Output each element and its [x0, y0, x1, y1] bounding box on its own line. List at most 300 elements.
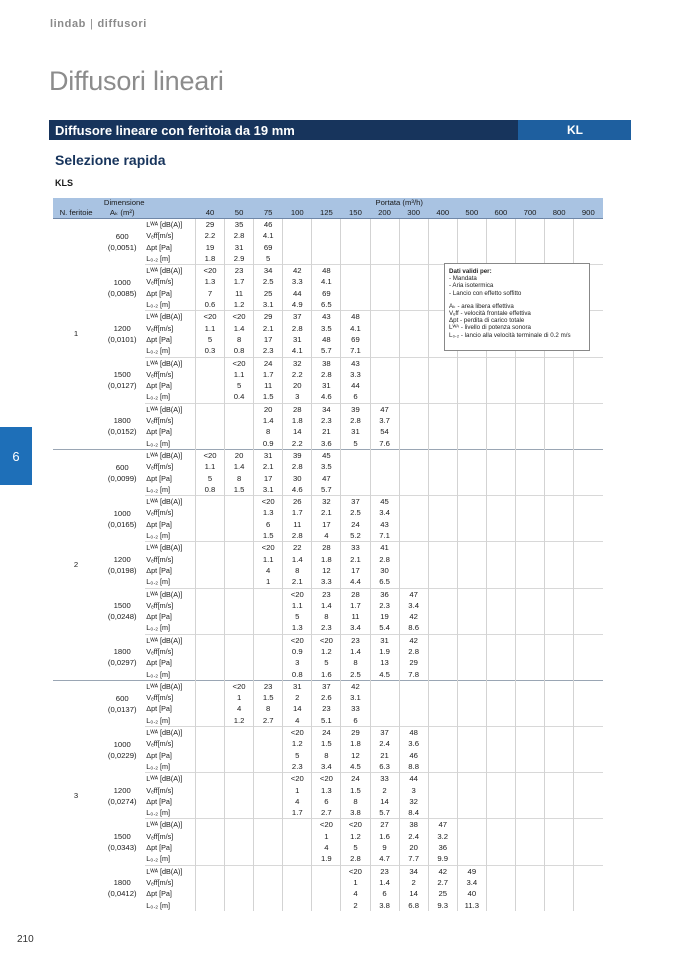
- data-cell: [370, 449, 399, 461]
- data-cell: [574, 634, 603, 646]
- data-cell: [486, 853, 515, 865]
- legend-title: Dati validi per:: [449, 268, 492, 275]
- data-cell: 2.3: [283, 761, 312, 773]
- data-cell: [574, 807, 603, 819]
- area-value: (0,0137): [107, 704, 137, 714]
- data-cell: 25: [254, 288, 283, 299]
- param-label: Lᵂᴬ [dB(A)]: [145, 496, 195, 508]
- data-cell: [399, 357, 428, 369]
- data-cell: 11: [254, 380, 283, 391]
- data-cell: [457, 588, 486, 600]
- data-cell: [545, 738, 574, 749]
- data-cell: [399, 449, 428, 461]
- area-value: (0,0101): [107, 334, 137, 344]
- data-cell: [574, 692, 603, 703]
- data-cell: 42: [341, 680, 370, 692]
- data-cell: 12: [312, 565, 341, 576]
- data-cell: 0.4: [225, 391, 254, 403]
- data-cell: [225, 785, 254, 796]
- data-cell: [399, 345, 428, 357]
- data-cell: [254, 611, 283, 622]
- data-cell: [515, 853, 544, 865]
- model-label: KLS: [55, 178, 73, 188]
- length-value: 1500: [113, 832, 131, 842]
- data-cell: 31: [341, 426, 370, 437]
- data-cell: 7.1: [370, 530, 399, 542]
- data-cell: [515, 473, 544, 484]
- data-cell: [486, 703, 515, 714]
- data-cell: [370, 484, 399, 496]
- data-cell: 1.8: [341, 738, 370, 749]
- area-value: (0,0229): [107, 750, 137, 760]
- data-cell: [428, 380, 457, 391]
- data-cell: [428, 576, 457, 588]
- data-cell: [283, 865, 312, 877]
- area-value: (0,0297): [107, 658, 137, 668]
- data-cell: [428, 703, 457, 714]
- data-cell: <20: [283, 727, 312, 739]
- length-value: 1000: [113, 508, 131, 518]
- data-cell: [574, 669, 603, 681]
- data-cell: [486, 391, 515, 403]
- data-cell: [254, 877, 283, 888]
- param-label: Δpt [Pa]: [146, 381, 172, 391]
- data-cell: [486, 646, 515, 657]
- area-value: (0,0248): [107, 612, 137, 622]
- data-cell: [486, 438, 515, 450]
- data-cell: [341, 288, 370, 299]
- data-cell: [486, 473, 515, 484]
- data-cell: [457, 507, 486, 518]
- data-cell: 1.4: [341, 646, 370, 657]
- dimension-cell: [99, 542, 145, 588]
- param-label: L₀.₂ [m]: [146, 346, 171, 356]
- data-cell: 28: [283, 403, 312, 415]
- data-cell: 4: [341, 888, 370, 899]
- data-cell: [457, 369, 486, 380]
- data-cell: [457, 761, 486, 773]
- data-cell: 3: [283, 657, 312, 668]
- data-cell: 47: [370, 403, 399, 415]
- data-cell: [195, 507, 224, 518]
- param-label: Δpt [Pa]: [146, 612, 172, 622]
- data-cell: [515, 622, 544, 634]
- param-label: Vₑff[m/s]: [146, 323, 174, 333]
- data-cell: 44: [341, 380, 370, 391]
- legend-condition: - Aria isotermica: [449, 282, 494, 290]
- data-cell: [486, 761, 515, 773]
- data-cell: [428, 403, 457, 415]
- data-cell: 48: [312, 334, 341, 345]
- data-cell: [225, 554, 254, 565]
- data-cell: [545, 831, 574, 842]
- table-row: [53, 449, 603, 461]
- data-cell: [283, 253, 312, 265]
- section-name: diffusori: [97, 18, 147, 30]
- data-cell: 0.6: [195, 299, 224, 311]
- data-cell: 1: [225, 692, 254, 703]
- data-cell: 6: [254, 519, 283, 530]
- data-cell: [574, 888, 603, 899]
- data-cell: 3: [283, 391, 312, 403]
- data-cell: 8.4: [399, 807, 428, 819]
- data-cell: [341, 242, 370, 253]
- data-cell: 30: [283, 473, 312, 484]
- data-cell: [457, 576, 486, 588]
- table-row: [53, 773, 603, 785]
- data-cell: [545, 819, 574, 831]
- data-cell: [457, 219, 486, 231]
- data-cell: 47: [399, 588, 428, 600]
- data-cell: [545, 692, 574, 703]
- data-cell: [370, 323, 399, 334]
- data-cell: [545, 519, 574, 530]
- data-cell: 23: [312, 588, 341, 600]
- data-cell: [225, 669, 254, 681]
- data-cell: [515, 796, 544, 807]
- data-cell: <20: [254, 496, 283, 508]
- data-cell: [399, 219, 428, 231]
- data-cell: [457, 646, 486, 657]
- data-cell: 14: [283, 426, 312, 437]
- data-cell: [428, 369, 457, 380]
- param-label: L₀.₂ [m]: [146, 531, 171, 541]
- data-cell: 0.8: [225, 345, 254, 357]
- data-cell: [457, 669, 486, 681]
- data-cell: [195, 426, 224, 437]
- data-cell: [515, 634, 544, 646]
- data-cell: [515, 415, 544, 426]
- data-cell: [574, 646, 603, 657]
- data-cell: 1.1: [283, 600, 312, 611]
- data-cell: [486, 449, 515, 461]
- param-label: Lᵂᴬ [dB(A)]: [145, 727, 195, 739]
- data-cell: 6.5: [370, 576, 399, 588]
- data-cell: 7.1: [341, 345, 370, 357]
- data-cell: [370, 473, 399, 484]
- data-cell: 4: [283, 796, 312, 807]
- data-cell: 34: [312, 403, 341, 415]
- data-cell: [370, 276, 399, 287]
- data-cell: [283, 900, 312, 911]
- data-cell: [545, 507, 574, 518]
- data-cell: 2.1: [254, 323, 283, 334]
- data-cell: [545, 715, 574, 727]
- data-cell: <20: [195, 311, 224, 323]
- data-cell: 4.4: [341, 576, 370, 588]
- data-cell: [225, 807, 254, 819]
- data-cell: [574, 600, 603, 611]
- data-cell: [225, 888, 254, 899]
- data-cell: 3.6: [399, 738, 428, 749]
- data-cell: [428, 484, 457, 496]
- legend-definition: Lᵂᴬ - livello di potenza sonora: [449, 324, 531, 332]
- data-cell: [370, 692, 399, 703]
- data-cell: [428, 738, 457, 749]
- data-cell: 1.5: [254, 530, 283, 542]
- data-cell: 2.2: [195, 230, 224, 241]
- data-cell: [195, 773, 224, 785]
- data-cell: [486, 738, 515, 749]
- flow-col-header: 75: [254, 208, 283, 219]
- data-cell: [515, 461, 544, 472]
- data-cell: 1.2: [225, 299, 254, 311]
- data-cell: 44: [399, 773, 428, 785]
- data-cell: 2.5: [254, 276, 283, 287]
- data-cell: [545, 657, 574, 668]
- data-cell: [341, 230, 370, 241]
- param-label: Lᵂᴬ [dB(A)]: [145, 588, 195, 600]
- data-cell: 0.3: [195, 345, 224, 357]
- data-cell: 3.3: [341, 369, 370, 380]
- data-cell: [574, 449, 603, 461]
- data-cell: 37: [312, 680, 341, 692]
- param-label: Δpt [Pa]: [146, 427, 172, 437]
- data-cell: [486, 369, 515, 380]
- data-cell: [399, 680, 428, 692]
- data-cell: [545, 727, 574, 739]
- data-cell: 3.3: [283, 276, 312, 287]
- data-cell: [486, 877, 515, 888]
- data-cell: [486, 715, 515, 727]
- data-cell: 31: [312, 380, 341, 391]
- table-row: [53, 219, 603, 231]
- data-cell: [428, 542, 457, 554]
- data-cell: [545, 380, 574, 391]
- data-cell: [457, 819, 486, 831]
- length-value: 1500: [113, 370, 131, 380]
- param-label: Lᵂᴬ [dB(A)]: [145, 773, 195, 785]
- data-cell: [341, 265, 370, 277]
- page-number: 210: [17, 934, 34, 945]
- data-cell: 8: [312, 750, 341, 761]
- data-cell: [195, 738, 224, 749]
- data-cell: [428, 496, 457, 508]
- data-cell: [515, 900, 544, 911]
- data-cell: 33: [341, 542, 370, 554]
- data-cell: [399, 288, 428, 299]
- data-cell: [486, 611, 515, 622]
- data-cell: 5.7: [312, 345, 341, 357]
- data-cell: [545, 496, 574, 508]
- data-cell: [399, 369, 428, 380]
- data-cell: [545, 403, 574, 415]
- data-cell: 6: [370, 888, 399, 899]
- data-cell: [341, 461, 370, 472]
- data-cell: [254, 865, 283, 877]
- data-cell: 3.8: [370, 900, 399, 911]
- data-cell: 1.4: [283, 554, 312, 565]
- data-cell: [195, 369, 224, 380]
- data-cell: 4: [283, 715, 312, 727]
- length-value: 1200: [113, 785, 131, 795]
- param-label: Lᵂᴬ [dB(A)]: [145, 219, 195, 231]
- data-cell: <20: [195, 449, 224, 461]
- data-cell: [254, 750, 283, 761]
- data-cell: [195, 715, 224, 727]
- data-cell: 28: [341, 588, 370, 600]
- data-cell: [515, 530, 544, 542]
- data-cell: [457, 461, 486, 472]
- data-cell: [225, 438, 254, 450]
- data-cell: [486, 831, 515, 842]
- data-cell: [428, 611, 457, 622]
- data-cell: 14: [370, 796, 399, 807]
- data-cell: <20: [341, 865, 370, 877]
- data-cell: 2.1: [341, 554, 370, 565]
- data-cell: [195, 703, 224, 714]
- param-label: Vₑff[m/s]: [146, 785, 174, 795]
- data-cell: [457, 680, 486, 692]
- data-cell: [254, 634, 283, 646]
- data-cell: [545, 219, 574, 231]
- data-cell: 48: [399, 727, 428, 739]
- length-value: 1800: [113, 877, 131, 887]
- data-cell: [195, 646, 224, 657]
- data-cell: [486, 357, 515, 369]
- data-cell: [545, 426, 574, 437]
- data-cell: 1.5: [225, 484, 254, 496]
- data-cell: 24: [312, 727, 341, 739]
- data-cell: [486, 750, 515, 761]
- data-cell: [515, 703, 544, 714]
- data-cell: [254, 831, 283, 842]
- data-cell: [515, 715, 544, 727]
- data-cell: 19: [370, 611, 399, 622]
- data-cell: 1.1: [254, 554, 283, 565]
- data-cell: [428, 785, 457, 796]
- data-cell: [457, 415, 486, 426]
- data-cell: [312, 900, 341, 911]
- data-cell: [225, 576, 254, 588]
- data-cell: [399, 554, 428, 565]
- data-cell: [515, 403, 544, 415]
- data-cell: [515, 842, 544, 853]
- data-cell: <20: [341, 819, 370, 831]
- data-cell: 13: [370, 657, 399, 668]
- data-cell: 1.3: [312, 785, 341, 796]
- data-cell: 8.8: [399, 761, 428, 773]
- data-cell: [428, 565, 457, 576]
- param-label: L₀.₂ [m]: [146, 808, 171, 818]
- dimension-cell: [99, 680, 145, 726]
- data-cell: 2.8: [341, 415, 370, 426]
- data-cell: [515, 369, 544, 380]
- data-cell: [195, 519, 224, 530]
- data-cell: [545, 807, 574, 819]
- data-cell: [399, 391, 428, 403]
- data-cell: [545, 680, 574, 692]
- data-cell: [399, 265, 428, 277]
- data-cell: [225, 865, 254, 877]
- data-cell: 2.8: [225, 230, 254, 241]
- data-cell: 3.1: [254, 484, 283, 496]
- param-label: Vₑff[m/s]: [146, 877, 174, 887]
- data-cell: [428, 357, 457, 369]
- data-cell: <20: [283, 773, 312, 785]
- data-cell: 24: [341, 519, 370, 530]
- data-cell: <20: [195, 265, 224, 277]
- legend-condition: - Lancio con effetto soffitto: [449, 289, 522, 297]
- area-col-header: Aₖ (m²): [99, 208, 145, 219]
- data-cell: 3.6: [312, 438, 341, 450]
- area-value: (0,0274): [107, 796, 137, 806]
- data-cell: 1.2: [283, 738, 312, 749]
- data-cell: [254, 669, 283, 681]
- data-cell: [574, 865, 603, 877]
- data-cell: [515, 888, 544, 899]
- data-cell: [225, 657, 254, 668]
- data-cell: [486, 634, 515, 646]
- data-cell: [254, 657, 283, 668]
- data-cell: [457, 853, 486, 865]
- data-cell: [574, 242, 603, 253]
- data-cell: [515, 554, 544, 565]
- data-cell: 2.8: [283, 323, 312, 334]
- data-cell: [574, 357, 603, 369]
- data-cell: 40: [457, 888, 486, 899]
- data-cell: 4.1: [254, 230, 283, 241]
- data-cell: [428, 219, 457, 231]
- data-cell: [399, 311, 428, 323]
- data-cell: 42: [283, 265, 312, 277]
- length-value: 600: [115, 231, 129, 241]
- param-label: Vₑff[m/s]: [146, 462, 174, 472]
- data-cell: 5.1: [312, 715, 341, 727]
- data-cell: [486, 692, 515, 703]
- data-cell: 1.8: [195, 253, 224, 265]
- param-label: L₀.₂ [m]: [146, 623, 171, 633]
- data-cell: 5: [341, 438, 370, 450]
- data-cell: [486, 727, 515, 739]
- length-value: 1800: [113, 416, 131, 426]
- data-cell: 6.3: [370, 761, 399, 773]
- param-label: Vₑff[m/s]: [146, 693, 174, 703]
- data-cell: 4.5: [341, 761, 370, 773]
- data-cell: [195, 750, 224, 761]
- data-cell: [457, 473, 486, 484]
- data-cell: 31: [370, 634, 399, 646]
- data-cell: 2: [399, 877, 428, 888]
- data-cell: 48: [312, 265, 341, 277]
- data-cell: 5: [312, 657, 341, 668]
- flow-col-header: 150: [341, 208, 370, 219]
- data-cell: 8: [312, 611, 341, 622]
- flow-col-header: 200: [370, 208, 399, 219]
- data-cell: [574, 761, 603, 773]
- legend-condition: - Mandata: [449, 275, 477, 283]
- data-cell: [515, 496, 544, 508]
- data-cell: [428, 657, 457, 668]
- param-label: L₀.₂ [m]: [146, 484, 171, 494]
- data-cell: 29: [399, 657, 428, 668]
- param-label: Vₑff[m/s]: [146, 831, 174, 841]
- data-cell: [486, 657, 515, 668]
- data-cell: [457, 242, 486, 253]
- data-cell: 1.8: [312, 554, 341, 565]
- data-cell: 7: [195, 288, 224, 299]
- data-cell: [370, 345, 399, 357]
- data-cell: [545, 438, 574, 450]
- param-label: L₀.₂ [m]: [146, 300, 171, 310]
- flow-col-header: 700: [515, 208, 544, 219]
- data-cell: [399, 276, 428, 287]
- data-cell: [457, 831, 486, 842]
- data-cell: 1.7: [225, 276, 254, 287]
- data-cell: [195, 357, 224, 369]
- area-value: (0,0099): [107, 473, 137, 483]
- data-cell: 17: [312, 519, 341, 530]
